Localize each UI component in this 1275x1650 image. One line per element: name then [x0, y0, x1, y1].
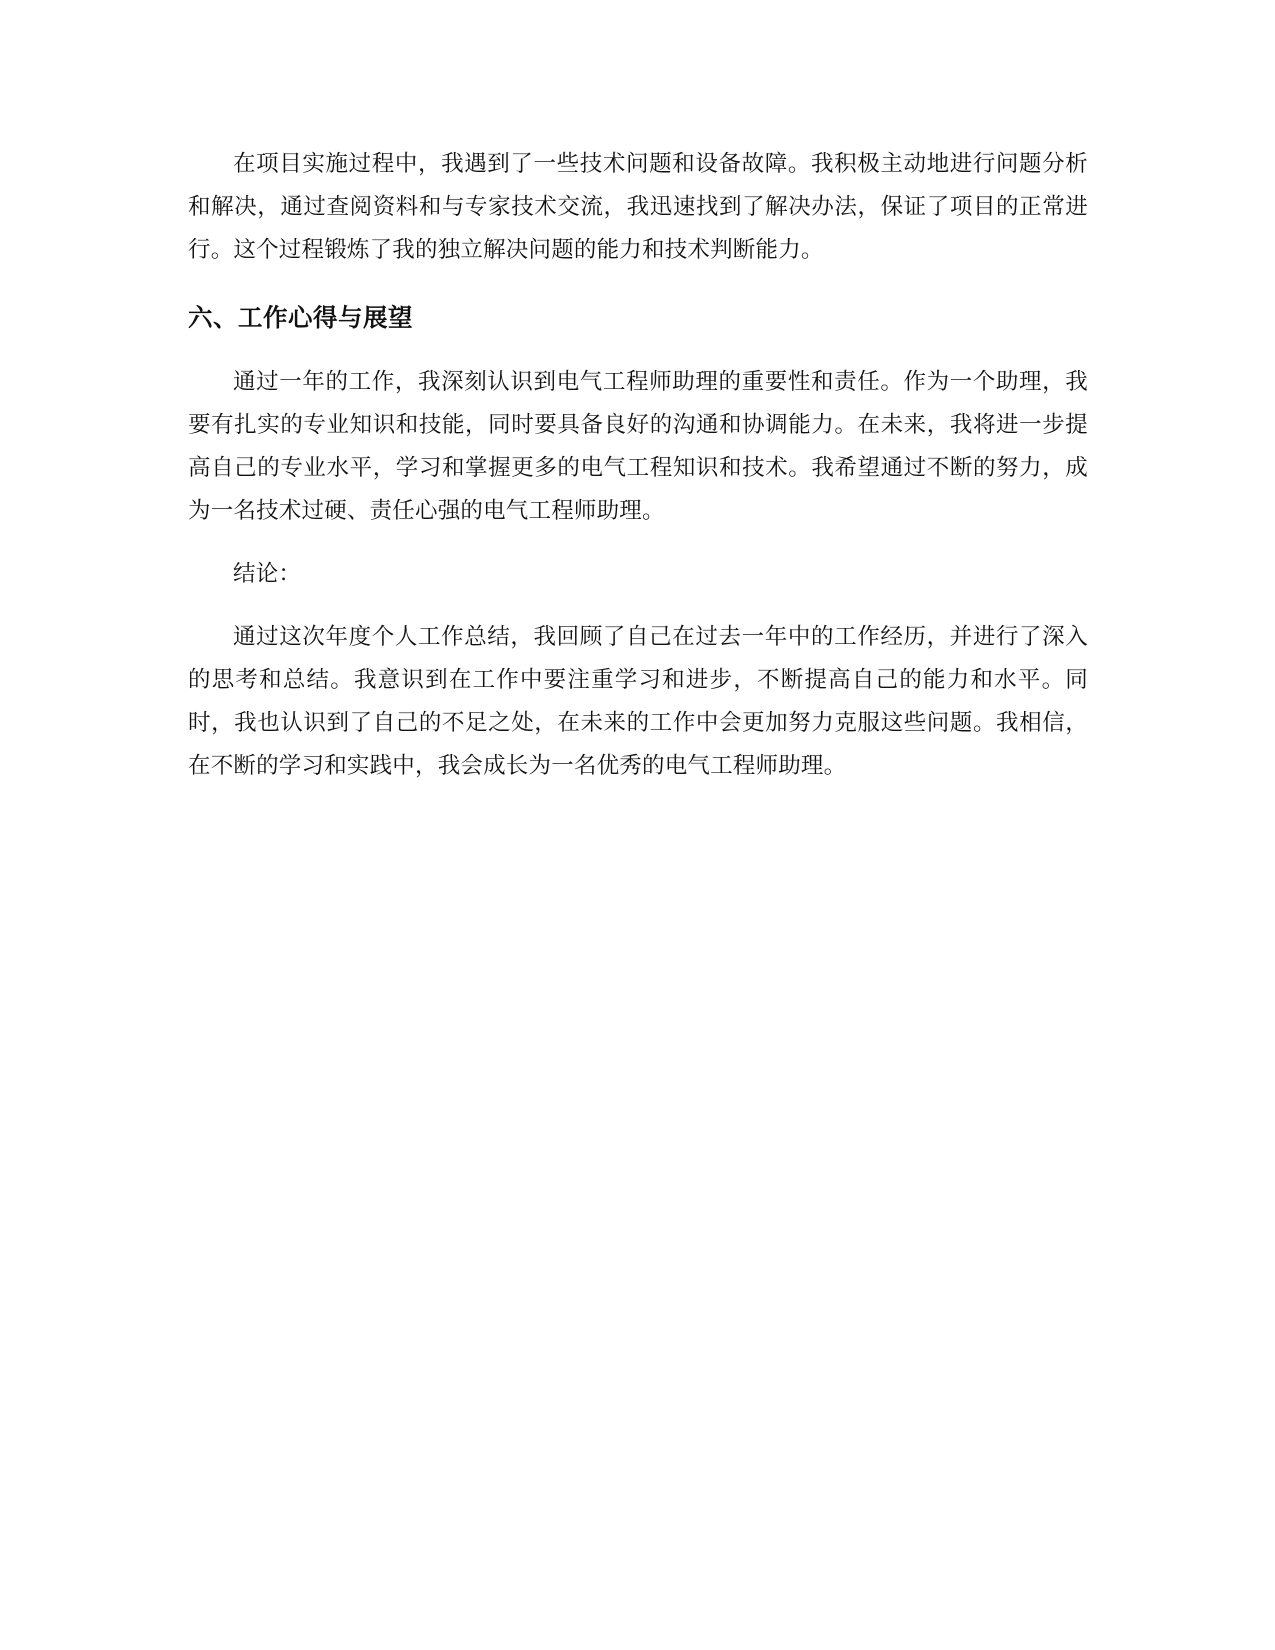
section-heading: 六、工作心得与展望 — [188, 303, 413, 332]
paragraph-problem-solving: 在项目实施过程中，我遇到了一些技术问题和设备故障。我积极主动地进行问题分析和解决，通过查阅资料和与专家技术交流，我迅速找到了解决办法，保证了项目的正常进行。这个过程锻炼了我的独立解决问题的能力和技术判断能力。 — [188, 151, 1088, 263]
paragraph-experience-outlook: 通过一年的工作，我深刻认识到电气工程师助理的重要性和责任。作为一个助理，我要有扎实的专业知识和技能，同时要具备良好的沟通和协调能力。在未来，我将进一步提高自己的专业水平，学习和掌握更多的电气工程知识和技术。我希望通过不断的努力，成为一名技术过硬、责任心强的电气工程师助理。 — [188, 369, 1088, 524]
document-body — [188, 143, 1088, 788]
conclusion-label: 结论： — [233, 561, 302, 587]
paragraph-conclusion: 通过这次年度个人工作总结，我回顾了自己在过去一年中的工作经历，并进行了深入的思考和总结。我意识到在工作中要注重学习和进步，不断提高自己的能力和水平。同时，我也认识到了自己的不足之处，在未来的工作中会更加努力克服这些问题。我相信，在不断的学习和实践中，我会成长为一名优秀的电气工程师助理。 — [188, 624, 1088, 779]
